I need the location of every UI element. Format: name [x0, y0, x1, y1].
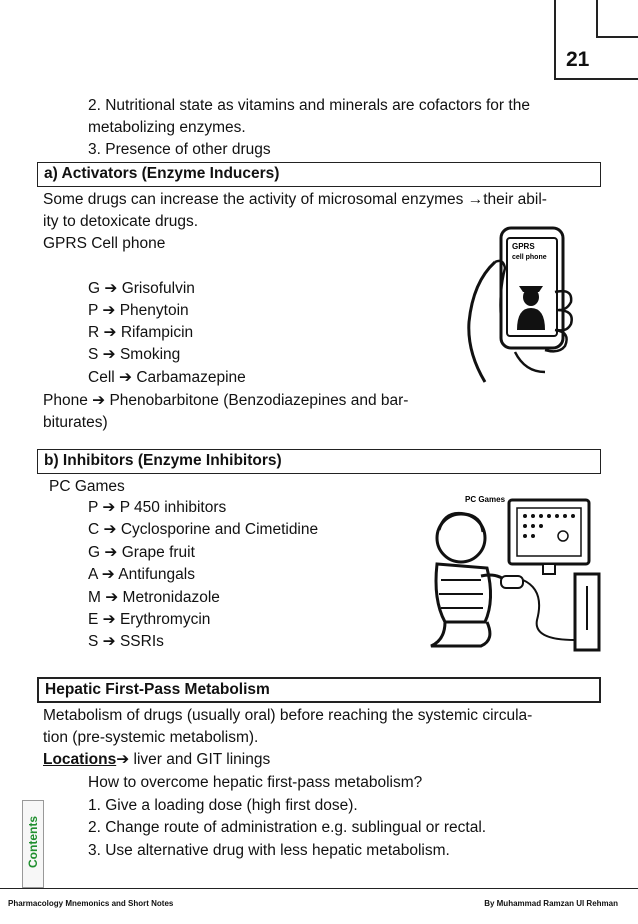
arrow-icon: ➔ [103, 521, 117, 538]
arrow-icon: ➔ [103, 324, 117, 341]
activator-item [88, 278, 195, 301]
phone-label-2: cell phone [512, 254, 547, 261]
inhibitor-item [88, 542, 195, 565]
hepatic-heading: Hepatic First-Pass Metabolism [37, 677, 601, 703]
mnemonic-value: Carbamazepine [136, 369, 246, 386]
pc-games-label: PC Games [465, 495, 506, 504]
activators-heading: a) Activators (Enzyme Inducers) [37, 162, 601, 187]
intro-line-2: metabolizing enzymes. [88, 119, 246, 136]
arrow-icon: ➔ [116, 751, 130, 768]
arrow-icon: ➔ [102, 302, 116, 319]
mnemonic-value: Rifampicin [120, 324, 194, 341]
arrow-icon: ➔ [92, 392, 106, 409]
page-number: 21 [566, 48, 590, 71]
mnemonic-value: P 450 inhibitors [119, 499, 227, 516]
arrow-icon: ➔ [102, 633, 116, 650]
activator-phone-cont: biturates) [43, 414, 108, 431]
arrow-icon: ➔ [104, 280, 118, 297]
hepatic-locations [43, 749, 270, 772]
mnemonic-key: R [88, 324, 100, 341]
page-corner-inner [596, 0, 638, 38]
activator-item [88, 367, 246, 390]
mnemonic-key: P [88, 302, 99, 319]
mnemonic-key: M [88, 589, 101, 606]
mnemonic-key: P [88, 499, 99, 516]
arrow-icon: ➔ [119, 369, 133, 386]
intro-line-3: 3. Presence of other drugs [88, 141, 271, 158]
hepatic-step: 1. Give a loading dose (high first dose). [88, 797, 358, 814]
activator-item [88, 344, 180, 367]
mnemonic-key: C [88, 521, 100, 538]
phone-label-1: GPRS [512, 242, 535, 251]
inhibitor-item [88, 497, 226, 520]
contents-tab-label: Contents [26, 816, 40, 868]
inhibitor-item [88, 609, 210, 632]
mnemonic-key: Cell [88, 369, 115, 386]
mnemonic-value: Antifungals [118, 566, 195, 583]
mnemonic-key: S [88, 633, 99, 650]
activators-desc-1: Some drugs can increase the activity of microsomal enzymes →their abil- [43, 191, 547, 208]
mnemonic-key: G [88, 544, 101, 561]
locations-value: liver and GIT linings [133, 751, 271, 768]
activators-mnemonic: GPRS Cell phone [43, 235, 166, 252]
footer-right: By Muhammad Ramzan Ul Rehman [484, 899, 618, 908]
mnemonic-value: SSRIs [119, 633, 164, 650]
arrow-icon: ➔ [102, 611, 116, 628]
hepatic-step: 3. Use alternative drug with less hepatic metabolism. [88, 842, 450, 859]
activators-desc-2: ity to detoxicate drugs. [43, 213, 199, 230]
arrow-icon: ➔ [101, 566, 115, 583]
mnemonic-value: Metronidazole [122, 589, 220, 606]
locations-label: Locations [43, 751, 117, 768]
mnemonic-key: E [88, 611, 99, 628]
mnemonic-value: Smoking [119, 346, 181, 363]
inhibitor-item [88, 631, 164, 654]
phone-in-hand-illustration [455, 222, 583, 387]
inhibitor-item [88, 564, 195, 587]
hepatic-step: 2. Change route of administration e.g. sublingual or rectal. [88, 819, 487, 836]
activator-phone-item [43, 390, 408, 413]
mnemonic-key: A [88, 566, 98, 583]
inhibitor-item [88, 519, 318, 542]
intro-line-1: 2. Nutritional state as vitamins and minerals are cofactors for the [88, 97, 530, 114]
activator-item [88, 322, 193, 345]
arrow-icon: ➔ [105, 589, 119, 606]
mnemonic-key: G [88, 280, 101, 297]
arrow-icon: ➔ [104, 544, 118, 561]
mnemonic-key: S [88, 346, 99, 363]
mnemonic-value: Phenytoin [119, 302, 189, 319]
hepatic-question: How to overcome hepatic first-pass metabolism? [88, 774, 423, 791]
mnemonic-value: Cyclosporine and Cimetidine [120, 521, 319, 538]
inhibitors-mnemonic: PC Games [49, 478, 125, 495]
mnemonic-value: Erythromycin [119, 611, 211, 628]
hepatic-desc-1: Metabolism of drugs (usually oral) before reaching the systemic circula- [43, 707, 533, 724]
hepatic-desc-2: tion (pre-systemic metabolism). [43, 729, 259, 746]
mnemonic-value: Grape fruit [121, 544, 195, 561]
mnemonic-value: Phenobarbitone (Benzodiazepines and bar- [109, 392, 409, 409]
contents-tab[interactable] [22, 800, 44, 888]
footer-rule [0, 888, 638, 889]
arrow-icon: ➔ [102, 499, 116, 516]
arrow-icon: ➔ [102, 346, 116, 363]
pc-games-illustration [425, 490, 607, 660]
inhibitors-heading: b) Inhibitors (Enzyme Inhibitors) [37, 449, 601, 474]
inhibitor-item [88, 587, 220, 610]
mnemonic-value: Grisofulvin [121, 280, 195, 297]
mnemonic-key: Phone [43, 392, 88, 409]
activator-item [88, 300, 189, 323]
footer-left: Pharmacology Mnemonics and Short Notes [8, 899, 174, 908]
